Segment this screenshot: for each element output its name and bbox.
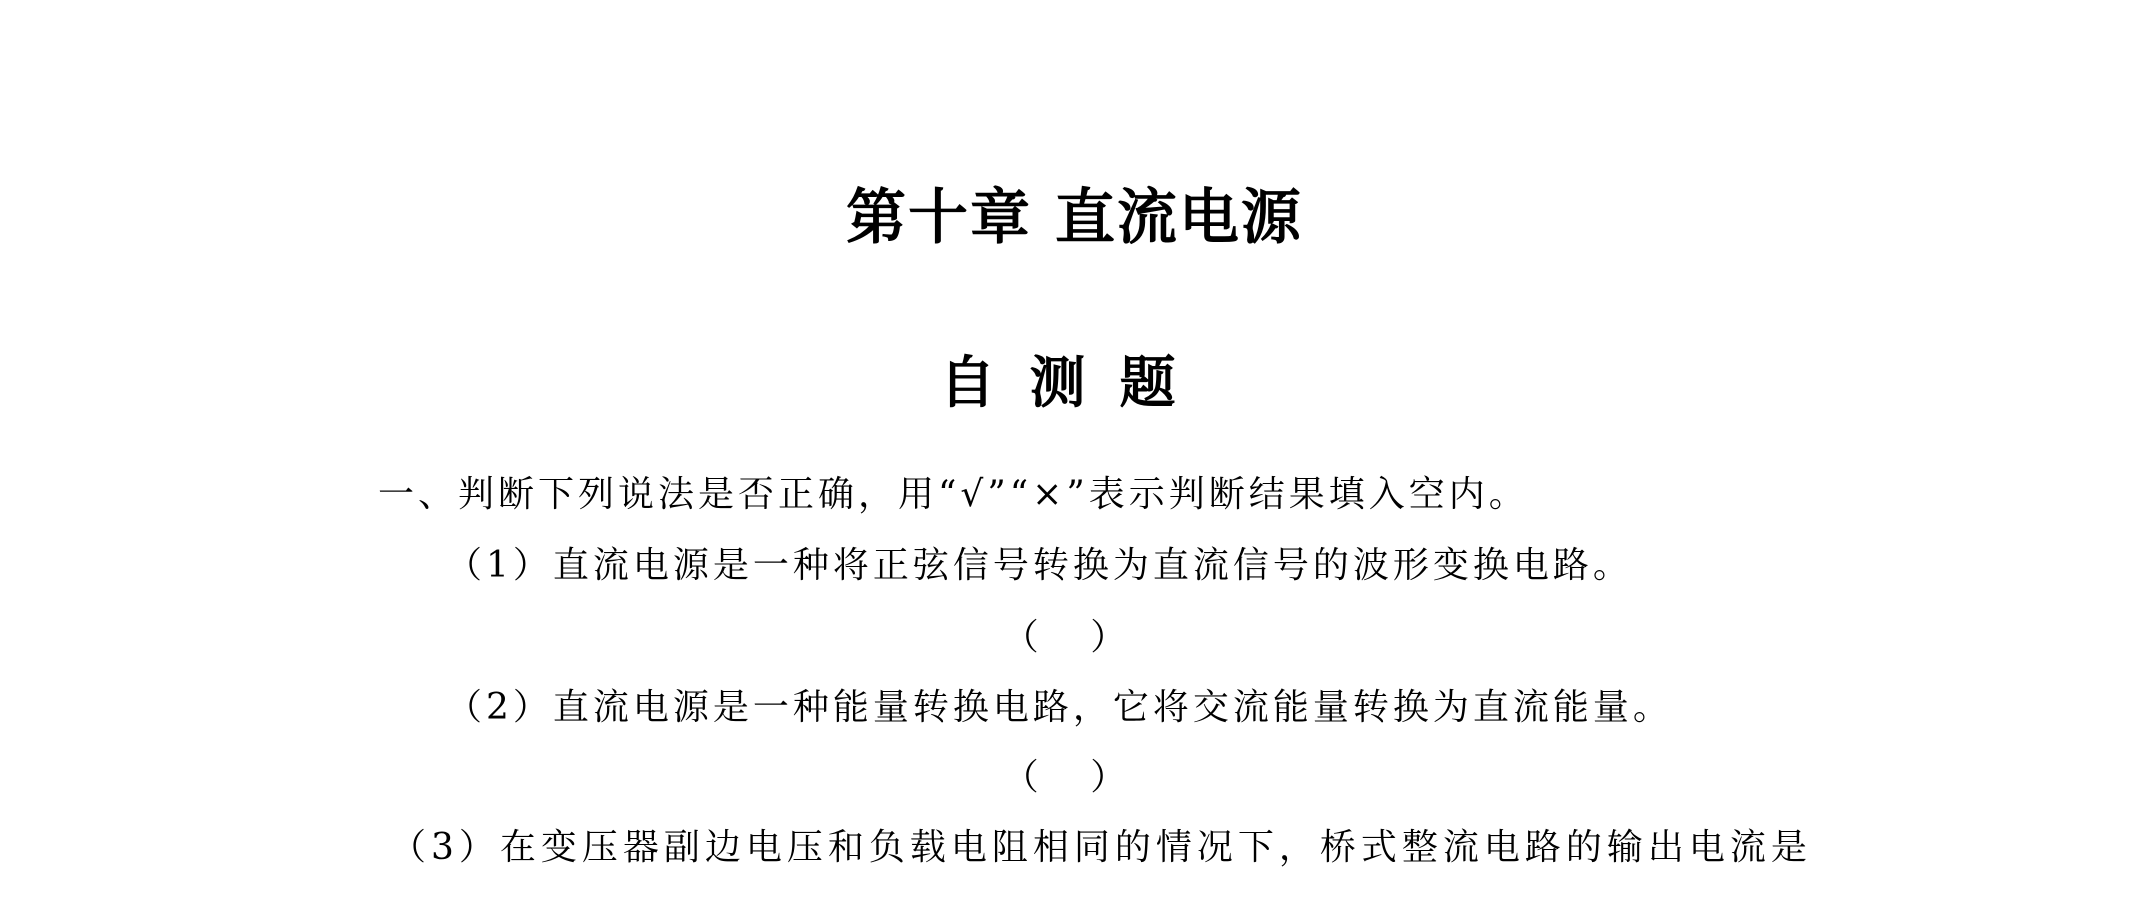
answer-blank-2: （ ） — [1002, 757, 1147, 798]
question-item-3: （3）在变压器副边电压和负载电阻相同的情况下，桥式整流电路的输出电流是 — [390, 827, 1812, 868]
chapter-title: 第十章 直流电源 — [846, 183, 1303, 253]
question-heading: 一、判断下列说法是否正确，用“√”“×”表示判断结果填入空内。 — [378, 474, 1529, 515]
section-title: 自测题 — [939, 350, 1210, 416]
question-item-1: （1）直流电源是一种将正弦信号转换为直流信号的波形变换电路。 — [446, 545, 1633, 586]
answer-blank-1: （ ） — [1002, 617, 1147, 658]
question-item-2: （2）直流电源是一种能量转换电路，它将交流能量转换为直流能量。 — [446, 687, 1673, 728]
